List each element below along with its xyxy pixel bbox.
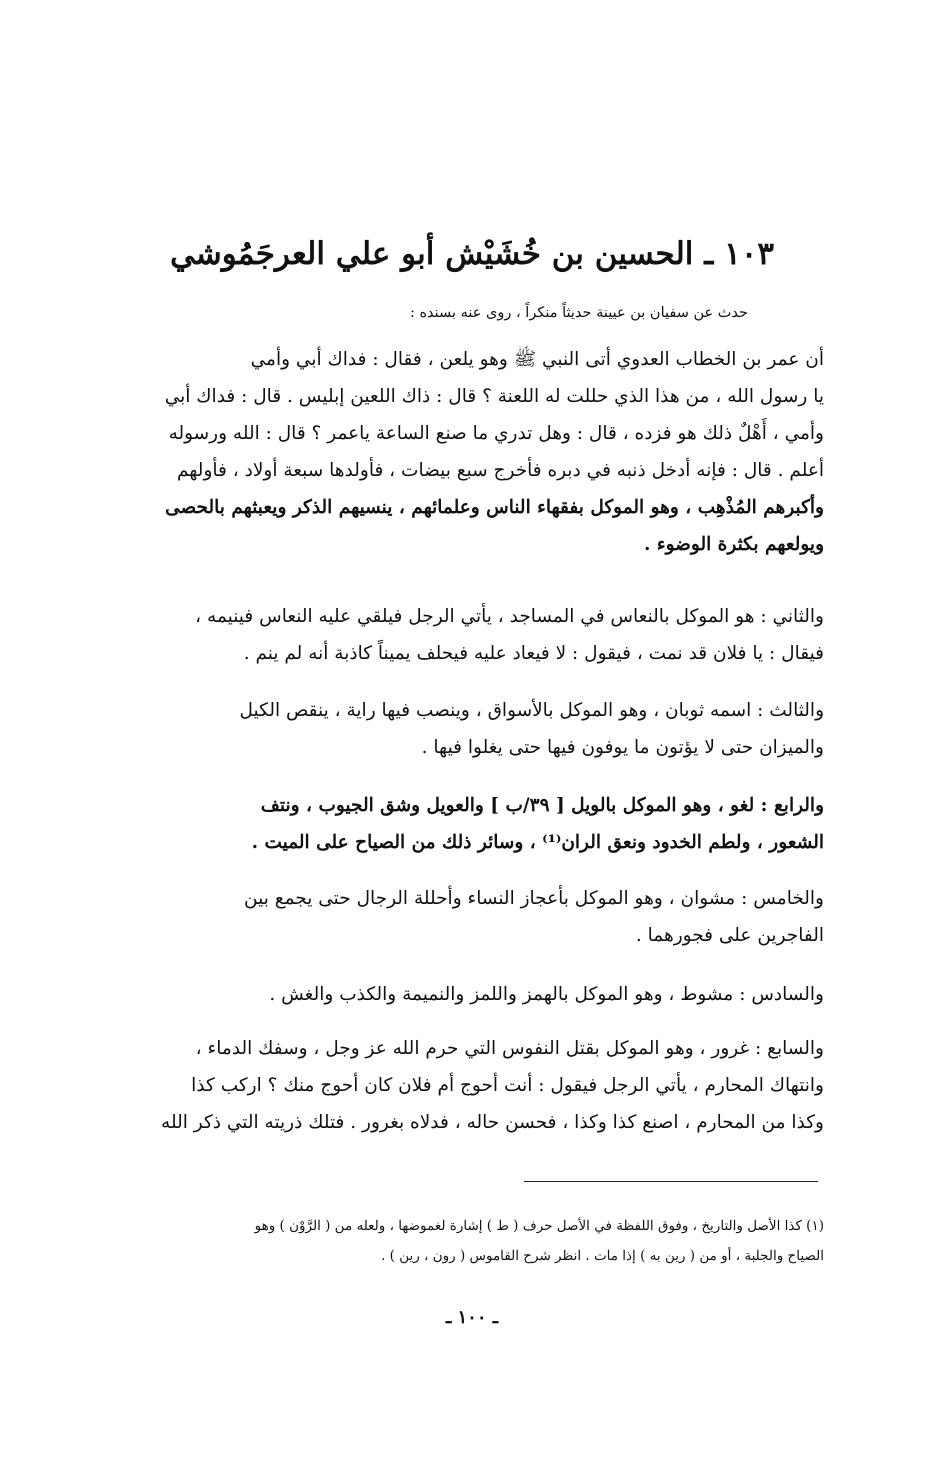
text-line: يا رسول الله ، من هذا الذي حللت له اللعنة ؟ قال : ذاك اللعين إبليس . قال : فداك أبي [164, 386, 824, 407]
text-line: وأمي ، أَهْلٌ ذلك هو فزده ، قال : وهل تدري ما صنع الساعة ياعمر ؟ قال : الله ورسوله [168, 423, 824, 444]
text-line: وانتهاك المحارم ، يأتي الرجل فيقول : أنت أحوج أم فلان كان أحوج منك ؟ اركب كذا [191, 1075, 824, 1096]
text-line: والثاني : هو الموكل بالنعاس في المساجد ، يأتي الرجل فيلقي عليه النعاس فينيمه ، [195, 606, 824, 627]
entry-title: ١٠٣ ـ الحسين بن خُشَيْش أبو علي العرجَمُوشي [169, 236, 775, 272]
footnotes [120, 1211, 824, 1271]
text-line: الفاجرين على فجورهما . [635, 925, 824, 946]
text-line: والثالث : اسمه ثوبان ، وهو الموكل بالأسواق ، وينصب فيها راية ، ينقص الكيل [239, 700, 824, 721]
footnote-line: (١) كذا الأصل والتاريخ ، وفوق اللفظة في الأصل حرف ( ط ) إشارة لغموضها ، ولعله من ( الرَّوْن ) وهو [254, 1218, 824, 1234]
text-line: فيقال : يا فلان قد نمت ، فيقول : لا فيعاد عليه فيحلف يميناً كاذبة أنه لم ينم . [243, 643, 824, 664]
paragraph-6 [120, 976, 824, 1013]
footnote-divider [524, 1181, 818, 1182]
paragraph-5 [120, 880, 824, 954]
text-line: أعلم . قال : فإنه أدخل ذنبه في دبره فأخرج سبع بيضات ، فأولدها سبعة أولاد ، فأولهم [176, 460, 824, 481]
entry-intro: حدث عن سفيان بن عيينة حديثاً منكراً ، روى عنه بسنده : [409, 305, 748, 321]
text-line: الشعور ، ولطم الخدود ونعق الران⁽¹⁾ ، وسائر ذلك من الصياح على الميت . [251, 832, 824, 853]
text-line: والرابع : لغو ، وهو الموكل بالويل [ ٣٩/ب ] والعويل وشق الجيوب ، ونتف [260, 795, 824, 816]
text-line: والميزان حتى لا يؤتون ما يوفون فيها حتى يغلوا فيها . [421, 737, 824, 758]
text-line: والسادس : مشوط ، وهو الموكل بالهمز واللمز والنميمة والكذب والغش . [269, 984, 824, 1005]
paragraph-3 [120, 692, 824, 766]
text-line: والسابع : غرور ، وهو الموكل بقتل النفوس التي حرم الله عز وجل ، وسفك الدماء ، [195, 1038, 824, 1059]
paragraph-7 [120, 1030, 824, 1141]
text-line: وكذا من المحارم ، اصنع كذا وكذا ، فحسن حاله ، فدلاه بغرور . فتلك ذريته التي ذكر الله [161, 1112, 824, 1133]
text-line: وأكبرهم المُذْهِب ، وهو الموكل بفقهاء الناس وعلمائهم ، ينسيهم الذكر ويعبثهم بالحصى [165, 497, 824, 518]
text-line: والخامس : مشوان ، وهو الموكل بأعجاز النساء وأحللة الرجال حتى يجمع بين [244, 888, 824, 909]
paragraph-4 [120, 787, 824, 861]
footnote-line: الصياح والجلبة ، أو من ( رين به ) إذا مات . انظر شرح القاموس ( رون ، رين ) . [381, 1248, 824, 1264]
page-number: ـ ١٠٠ ـ [445, 1307, 499, 1328]
text-line: أن عمر بن الخطاب العدوي أتى النبي ﷺ وهو يلعن ، فقال : فداك أبي وأمي [250, 349, 824, 370]
paragraph-2 [120, 598, 824, 672]
paragraph-1 [120, 341, 824, 563]
text-line: ويولعهم بكثرة الوضوء . [644, 534, 824, 555]
